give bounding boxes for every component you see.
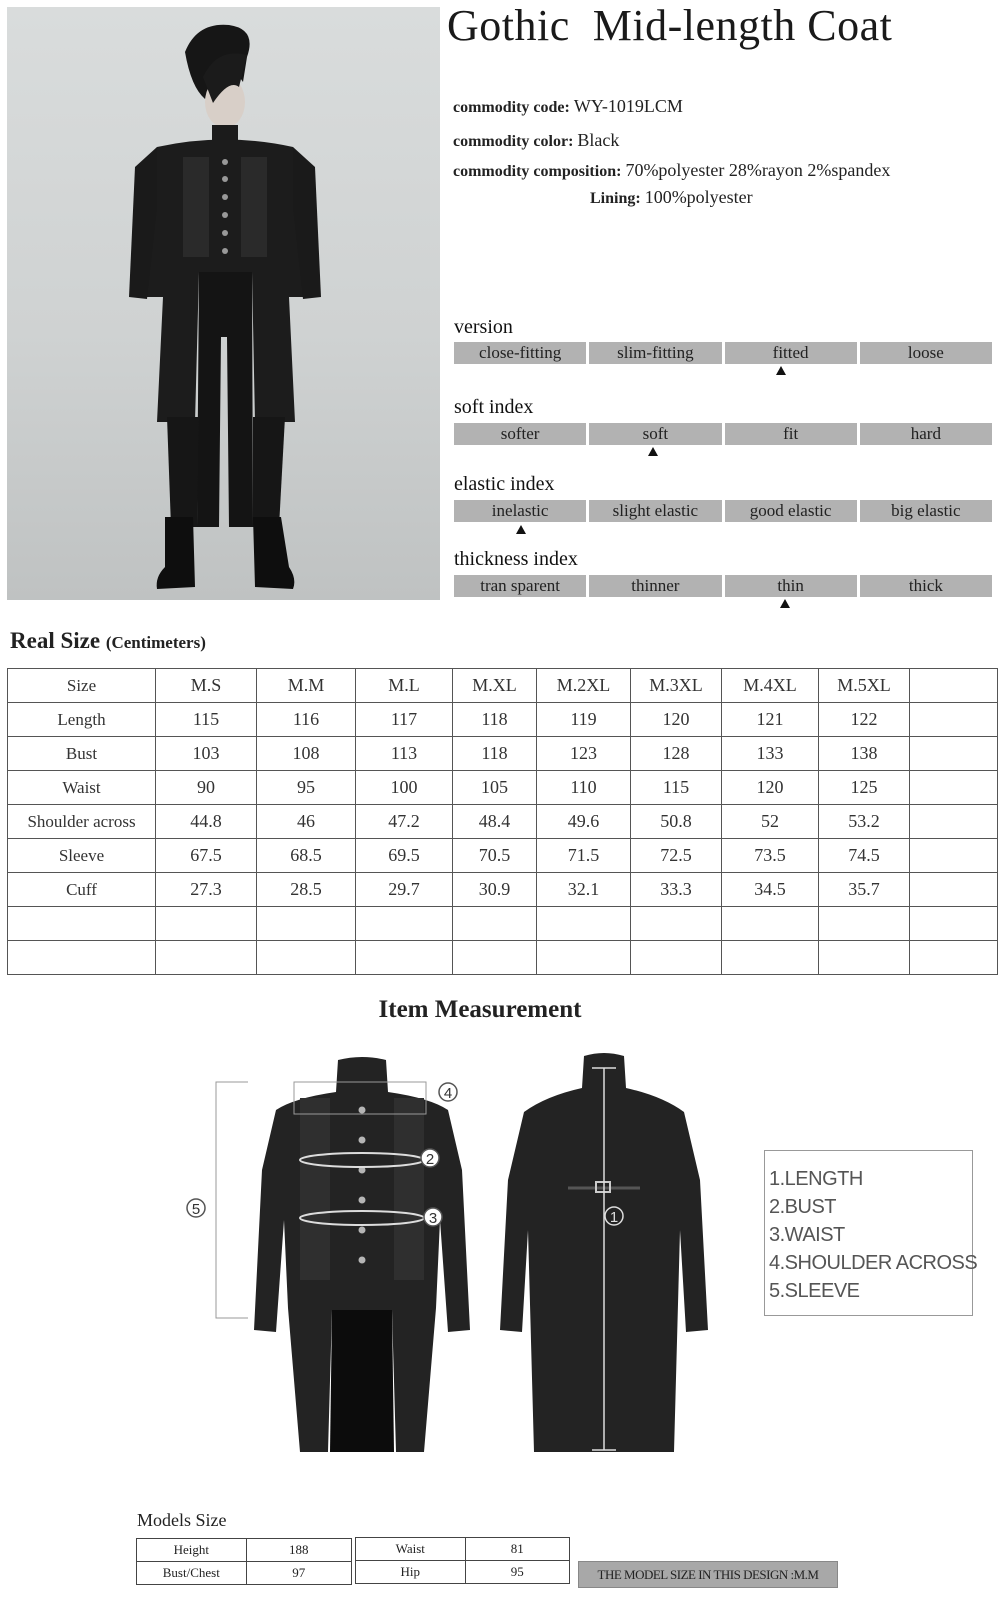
table-cell-empty (537, 941, 631, 975)
legend-item: 4.SHOULDER ACROSS (769, 1252, 978, 1274)
table-header: M.5XL (819, 669, 910, 703)
table-cell: 48.4 (453, 805, 537, 839)
model-hip-label: Hip (356, 1561, 466, 1584)
table-row (356, 1561, 570, 1584)
table-cell: 108 (257, 737, 356, 771)
table-row-empty (8, 941, 998, 975)
table-cell: 122 (819, 703, 910, 737)
table-cell-empty (722, 941, 819, 975)
version-scale (454, 342, 992, 364)
spec-composition (453, 160, 890, 181)
marker-2 (421, 1149, 439, 1168)
marker-1-label: 1 (609, 1209, 619, 1226)
coat-front-drawing (254, 1057, 470, 1452)
table-cell-empty (257, 941, 356, 975)
soft-index-marker (648, 447, 658, 456)
measurement-diagram (0, 1040, 740, 1470)
table-row-label: Cuff (8, 873, 156, 907)
table-cell: 53.2 (819, 805, 910, 839)
legend-item: 3.WAIST (769, 1224, 845, 1246)
table-cell: 72.5 (631, 839, 722, 873)
table-cell: 115 (631, 771, 722, 805)
table-cell: 30.9 (453, 873, 537, 907)
table-row-label: Length (8, 703, 156, 737)
real-size-title: Real Size (10, 628, 101, 653)
table-cell: 128 (631, 737, 722, 771)
table-cell: 73.5 (722, 839, 819, 873)
model-hip-value: 95 (465, 1561, 569, 1584)
table-cell-empty (453, 941, 537, 975)
table-cell: 32.1 (537, 873, 631, 907)
table-cell: 44.8 (156, 805, 257, 839)
table-cell-empty (356, 941, 453, 975)
legend-item: 2.BUST (769, 1196, 837, 1218)
table-cell-empty (910, 907, 998, 941)
spec-composition-label: commodity composition: (453, 163, 622, 180)
real-size-unit: (Centimeters) (105, 633, 206, 652)
table-cell-empty (819, 941, 910, 975)
models-table-right (355, 1537, 570, 1584)
soft-index-option: hard (860, 423, 992, 445)
elastic-index-scale (454, 500, 992, 522)
table-cell-empty (910, 669, 998, 703)
thickness-index-option: thin (725, 575, 857, 597)
table-cell-empty (910, 805, 998, 839)
table-cell: 123 (537, 737, 631, 771)
table-cell: 67.5 (156, 839, 257, 873)
model-height-value: 188 (246, 1539, 351, 1562)
marker-3-label: 3 (428, 1210, 438, 1227)
marker-4 (439, 1083, 457, 1102)
table-cell: 46 (257, 805, 356, 839)
table-cell: 49.6 (537, 805, 631, 839)
spec-code-label: commodity code: (453, 99, 570, 116)
version-option: fitted (725, 342, 857, 364)
table-cell-empty (156, 907, 257, 941)
real-size-heading (10, 628, 206, 654)
table-header: Size (8, 669, 156, 703)
table-cell: 27.3 (156, 873, 257, 907)
version-option: close-fitting (454, 342, 586, 364)
table-cell: 115 (156, 703, 257, 737)
table-cell-empty (631, 941, 722, 975)
model-height-label: Height (137, 1539, 247, 1562)
table-cell-empty (257, 907, 356, 941)
elastic-index-option: good elastic (725, 500, 857, 522)
table-header: M.XL (453, 669, 537, 703)
thickness-index-option: thinner (589, 575, 721, 597)
model-bust-label: Bust/Chest (137, 1562, 247, 1585)
elastic-index-option: slight elastic (589, 500, 721, 522)
spec-color (453, 130, 619, 151)
table-cell: 118 (453, 703, 537, 737)
table-cell: 119 (537, 703, 631, 737)
table-header: M.4XL (722, 669, 819, 703)
table-cell: 120 (722, 771, 819, 805)
elastic-index-title: elastic index (454, 473, 555, 495)
table-cell: 90 (156, 771, 257, 805)
elastic-index-marker (516, 525, 526, 534)
table-header-row (8, 669, 998, 703)
table-cell-empty (819, 907, 910, 941)
measurement-legend (764, 1150, 978, 1316)
table-row-label: Sleeve (8, 839, 156, 873)
table-header: M.L (356, 669, 453, 703)
elastic-index-option: big elastic (860, 500, 992, 522)
model-figure (7, 7, 440, 600)
table-cell-empty (631, 907, 722, 941)
spec-lining-value: 100%polyester (644, 187, 753, 207)
thickness-index-title: thickness index (454, 548, 578, 570)
marker-4-label: 4 (443, 1085, 453, 1102)
thickness-index-scale (454, 575, 992, 597)
elastic-index-option: inelastic (454, 500, 586, 522)
spec-lining (590, 187, 753, 208)
marker-5 (187, 1199, 205, 1218)
marker-5-label: 5 (191, 1201, 201, 1218)
model-bust-value: 97 (246, 1562, 351, 1585)
table-header: M.S (156, 669, 257, 703)
table-cell-empty (8, 941, 156, 975)
table-cell: 29.7 (356, 873, 453, 907)
table-cell: 121 (722, 703, 819, 737)
table-row-label: Shoulder across (8, 805, 156, 839)
table-cell: 74.5 (819, 839, 910, 873)
table-row (8, 873, 998, 907)
table-cell: 117 (356, 703, 453, 737)
soft-index-option: soft (589, 423, 721, 445)
table-cell: 120 (631, 703, 722, 737)
spec-color-value: Black (577, 130, 620, 150)
table-cell-empty (910, 703, 998, 737)
table-row (8, 805, 998, 839)
table-row (356, 1538, 570, 1561)
table-cell: 33.3 (631, 873, 722, 907)
size-table (7, 668, 998, 975)
product-photo (7, 7, 440, 600)
legend-item: 5.SLEEVE (769, 1280, 860, 1302)
table-cell: 125 (819, 771, 910, 805)
table-cell-empty (537, 907, 631, 941)
table-row-empty (8, 907, 998, 941)
soft-index-option: softer (454, 423, 586, 445)
table-cell: 105 (453, 771, 537, 805)
spec-color-label: commodity color: (453, 133, 574, 150)
table-cell: 70.5 (453, 839, 537, 873)
thickness-index-option: thick (860, 575, 992, 597)
table-cell: 71.5 (537, 839, 631, 873)
table-row (137, 1539, 352, 1562)
table-cell: 68.5 (257, 839, 356, 873)
soft-index-scale (454, 423, 992, 445)
table-cell: 47.2 (356, 805, 453, 839)
table-row (8, 703, 998, 737)
models-table-left (136, 1538, 352, 1585)
version-marker (776, 366, 786, 375)
table-row-label: Bust (8, 737, 156, 771)
table-cell-empty (8, 907, 156, 941)
item-measurement-title: Item Measurement (378, 996, 582, 1023)
table-cell: 95 (257, 771, 356, 805)
table-row (8, 839, 998, 873)
table-cell: 34.5 (722, 873, 819, 907)
legend-item: 1.LENGTH (769, 1168, 863, 1190)
models-size-title: Models Size (137, 1510, 227, 1530)
table-cell: 69.5 (356, 839, 453, 873)
table-header: M.M (257, 669, 356, 703)
table-header: M.3XL (631, 669, 722, 703)
model-size-note: THE MODEL SIZE IN THIS DESIGN :M.M (578, 1561, 838, 1588)
soft-index-option: fit (725, 423, 857, 445)
table-cell-empty (722, 907, 819, 941)
table-cell-empty (356, 907, 453, 941)
table-cell-empty (156, 941, 257, 975)
table-row-label: Waist (8, 771, 156, 805)
thickness-index-option: tran sparent (454, 575, 586, 597)
table-cell: 28.5 (257, 873, 356, 907)
table-cell: 133 (722, 737, 819, 771)
product-title: Gothic Mid-length Coat (447, 1, 893, 50)
marker-3 (424, 1208, 442, 1227)
table-cell: 138 (819, 737, 910, 771)
table-cell: 100 (356, 771, 453, 805)
table-cell: 35.7 (819, 873, 910, 907)
table-cell: 118 (453, 737, 537, 771)
spec-composition-value: 70%polyester 28%rayon 2%spandex (625, 160, 891, 180)
version-option: slim-fitting (589, 342, 721, 364)
table-cell-empty (453, 907, 537, 941)
model-waist-value: 81 (465, 1538, 569, 1561)
table-cell: 110 (537, 771, 631, 805)
table-cell: 103 (156, 737, 257, 771)
table-row (8, 771, 998, 805)
table-cell-empty (910, 771, 998, 805)
table-cell: 116 (257, 703, 356, 737)
spec-code (453, 96, 683, 117)
table-header: M.2XL (537, 669, 631, 703)
table-cell-empty (910, 839, 998, 873)
table-cell: 113 (356, 737, 453, 771)
version-option: loose (860, 342, 992, 364)
table-cell: 50.8 (631, 805, 722, 839)
table-cell: 52 (722, 805, 819, 839)
table-row (137, 1562, 352, 1585)
table-row (8, 737, 998, 771)
thickness-index-marker (780, 599, 790, 608)
version-title: version (454, 316, 513, 338)
table-cell-empty (910, 941, 998, 975)
soft-index-title: soft index (454, 396, 534, 418)
spec-lining-label: Lining: (590, 190, 641, 207)
spec-code-value: WY-1019LCM (573, 96, 683, 116)
marker-2-label: 2 (425, 1151, 435, 1168)
model-waist-label: Waist (356, 1538, 466, 1561)
table-cell-empty (910, 737, 998, 771)
table-cell-empty (910, 873, 998, 907)
